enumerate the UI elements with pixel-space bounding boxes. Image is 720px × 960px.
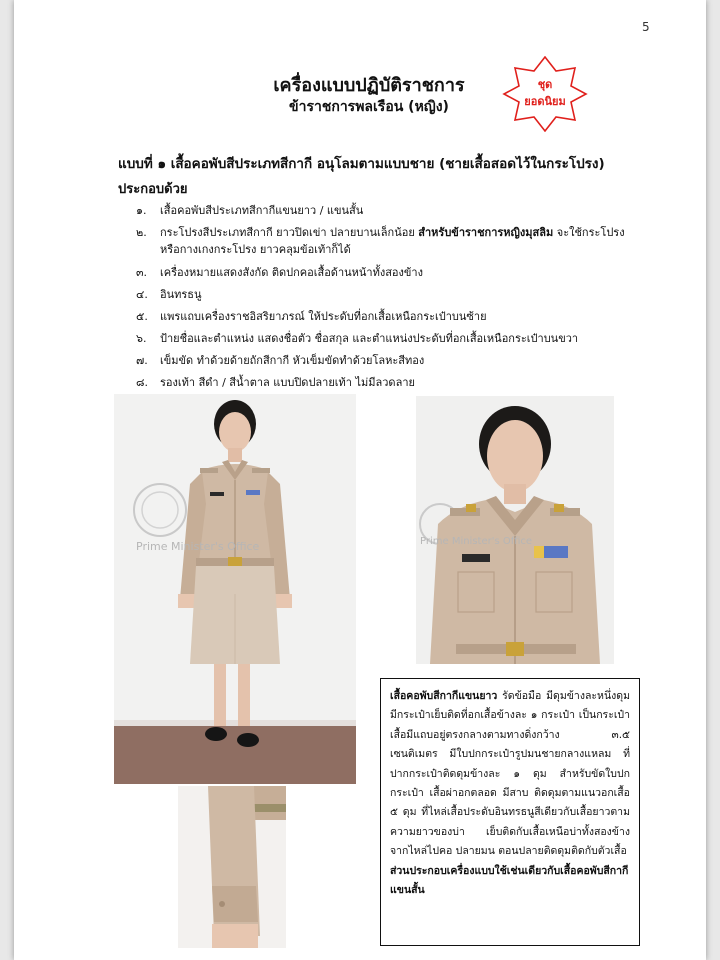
page-title: เครื่องแบบปฏิบัติราชการ [273, 75, 465, 96]
list-item-number: ๖. [136, 332, 147, 345]
list-item [126, 222, 666, 258]
page-number: 5 [642, 20, 650, 34]
list-item-bold-text: สำหรับข้าราชการหญิงมุสลิม [418, 226, 554, 239]
list-item-number: ๘. [136, 376, 148, 389]
half-uniform-photo [416, 396, 614, 664]
list-item [126, 328, 666, 350]
badge-label [502, 76, 588, 110]
full-uniform-illustration [114, 394, 356, 784]
list-item-text: ป้ายชื่อและตำแหน่ง แสดงชื่อตัว ชื่อสกุล และตำแหน่งประดับที่อกเสื้อเหนือกระเป๋าบนขวา [160, 332, 579, 345]
list-item [126, 262, 666, 284]
list-item-text: กระโปรงสีประเภทสีกากี ยาวปิดเข่า ปลายบานเล็กน้อย [160, 226, 419, 239]
list-item-text: แพรแถบเครื่องราชอิสริยาภรณ์ ให้ประดับที่อกเสื้อเหนือกระเป๋าบนซ้าย [160, 310, 487, 323]
section-subheading: ประกอบด้วย [118, 182, 188, 197]
list-item-text: เสื้อคอพับสีประเภทสีกากีแขนยาว / แขนสั้น [160, 204, 364, 217]
list-item-number: ๑. [136, 204, 147, 217]
list-item-continuation: หรือกางเกงกระโปรง ยาวคลุมข้อเท้าก็ได้ [160, 243, 351, 256]
full-uniform-photo [114, 394, 356, 784]
watermark-text: Prime Minister's Office [420, 536, 533, 547]
list-item-text: เครื่องหมายแสดงสังกัด ติดปกคอเสื้อด้านหน้าทั้งสองข้าง [160, 266, 423, 279]
components-list [126, 200, 666, 394]
list-item-number: ๕. [136, 310, 148, 323]
section-heading: แบบที่ ๑ เสื้อคอพับสีประเภทสีกากี อนุโลมตามแบบชาย (ชายเสื้อสอดไว้ในกระโปรง) [118, 156, 605, 172]
description-body: รัดข้อมือ มีดุมข้างละหนึ่งดุม มีกระเป๋าเย็บติดที่อกเสื้อข้างละ ๑ กระเป๋า เป็นกระเป๋าเสื้อมีแถบอยู่ตรงกลางตามทางดิ่งกว้าง ๓.๕ เซนติเมตร มีใบปกกระเป๋ารูปมนชายกลางแหลม ที่ปากกระเป๋าติดดุมข้างละ ๑ ดุม สำหรับขัดใบปกกระเป๋า เสื้อผ่าอกตลอด มีสาบ ติดดุมตามแนวอกเสื้อ ๕ ดุม ที่ไหล่เสื้อประดับอินทรธนูสีเดียวกับเสื้อยาวตามความยาวของบ่า เย็บติดกับเสื้อเหนือบ่าทั้งสองข้างจากไหล่ไปคอ ปลายมน ตอนปลายติดดุมติดกับตัวเสื้อ [390, 690, 630, 858]
watermark-text: Prime Minister's Office [136, 540, 260, 553]
badge-line-2: ยอดนิยม [524, 95, 566, 108]
description-title: เสื้อคอพับสีกากีแขนยาว [390, 690, 498, 702]
list-item [126, 350, 666, 372]
list-item-text: เข็มขัด ทำด้วยด้ายถักสีกากี หัวเข็มขัดทำด้วยโลหะสีทอง [160, 354, 425, 367]
list-item [126, 372, 666, 394]
list-item-number: ๔. [136, 288, 148, 301]
list-item [126, 200, 666, 222]
sleeve-detail-illustration [178, 786, 286, 948]
document-page [14, 0, 706, 960]
sleeve-detail-photo [178, 786, 286, 948]
list-item-number: ๒. [136, 226, 147, 239]
description-note: ส่วนประกอบเครื่องแบบใช้เช่นเดียวกับเสื้อคอพับสีกากีแขนสั้น [390, 864, 629, 897]
half-uniform-illustration [416, 396, 614, 664]
list-item-text: อินทรธนู [160, 288, 202, 301]
list-item-text: รองเท้า สีดำ / สีน้ำตาล แบบปิดปลายเท้า ไม่มีลวดลาย [160, 376, 415, 389]
list-item [126, 284, 666, 306]
description-box [380, 678, 640, 946]
list-item-text-after: จะใช้กระโปรง [553, 226, 625, 239]
badge-line-1: ชุด [537, 78, 553, 91]
page-subtitle: ข้าราชการพลเรือน (หญิง) [289, 99, 449, 115]
list-item-number: ๗. [136, 354, 148, 367]
list-item [126, 306, 666, 328]
list-item-number: ๓. [136, 266, 148, 279]
